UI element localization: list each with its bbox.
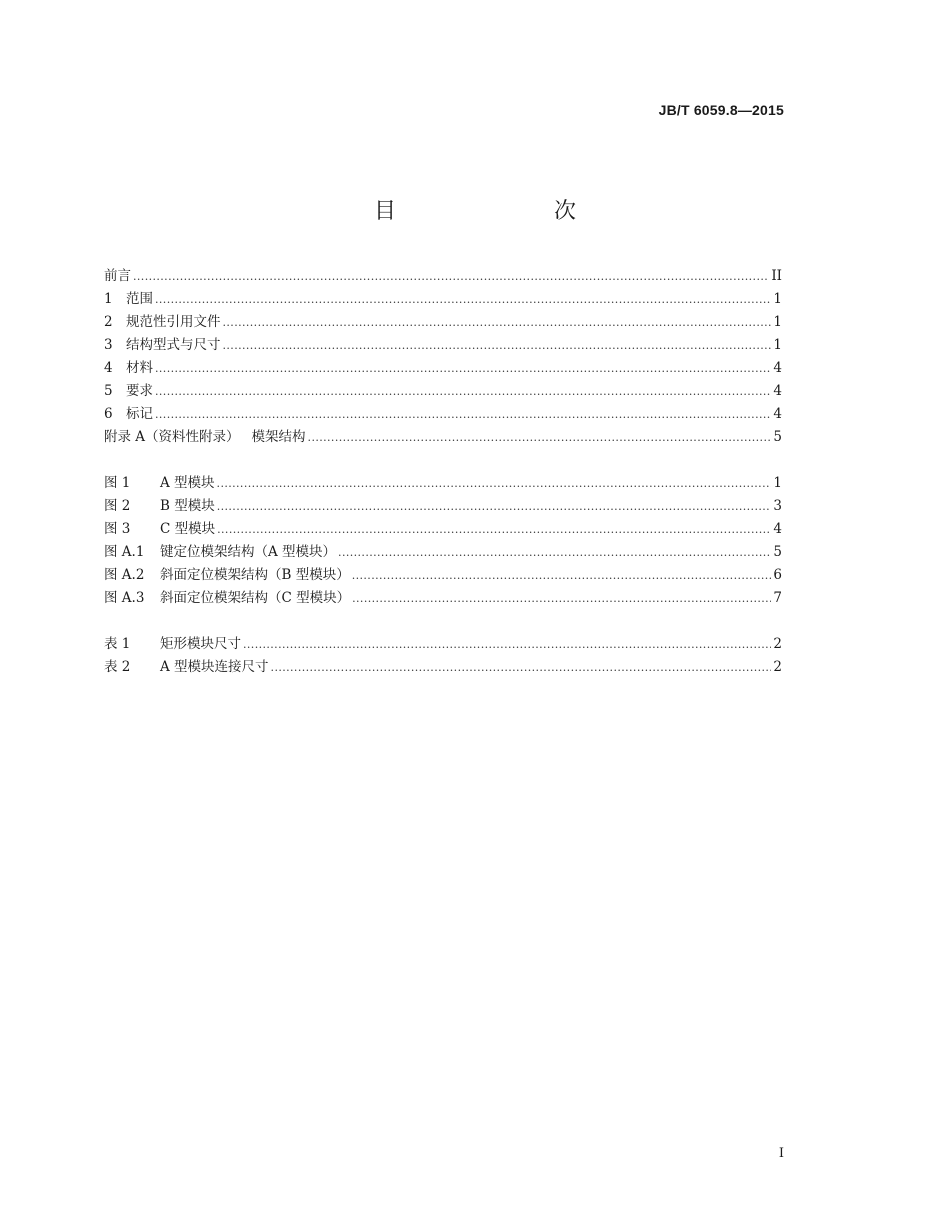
toc-entry-page: 3 — [773, 498, 782, 514]
toc-entry-figure[interactable] — [104, 564, 782, 587]
toc-entry-title: 材料 — [126, 360, 153, 376]
toc-entry-number: 图 1 — [104, 475, 131, 491]
table-of-contents — [104, 265, 782, 679]
toc-entry-page: 2 — [773, 659, 782, 675]
toc-leader-dots — [217, 472, 772, 495]
toc-entry-label — [104, 633, 241, 656]
toc-entry-page: 5 — [773, 429, 782, 445]
toc-entry-materials[interactable] — [104, 357, 782, 380]
toc-entry-structure[interactable] — [104, 334, 782, 357]
toc-entry-number: 5 — [104, 383, 113, 399]
toc-entry-number: 3 — [104, 337, 113, 353]
toc-leader-dots — [271, 656, 772, 679]
toc-entry-page: II — [771, 268, 782, 284]
page-title: 目 次 — [373, 199, 614, 224]
toc-entry-number: 6 — [104, 406, 113, 422]
toc-leader-dots — [155, 357, 771, 380]
toc-leader-dots — [308, 426, 772, 449]
toc-entry-page: 4 — [773, 406, 782, 422]
toc-entry-title: B 型模块 — [160, 498, 215, 514]
toc-sections — [104, 265, 782, 449]
toc-entry-label — [104, 541, 336, 564]
toc-entry-title: 标记 — [126, 406, 153, 422]
toc-entry-requirements[interactable] — [104, 380, 782, 403]
toc-entry-title: A 型模块连接尺寸 — [160, 659, 269, 675]
toc-entry-figure[interactable] — [104, 472, 782, 495]
toc-leader-dots — [223, 334, 772, 357]
toc-entry-label — [104, 426, 306, 449]
toc-entry-label — [104, 564, 350, 587]
toc-entry-number: 表 2 — [104, 659, 131, 675]
toc-entry-title: C 型模块 — [160, 521, 216, 537]
toc-entry-label — [104, 288, 153, 311]
toc-leader-dots — [338, 541, 771, 564]
toc-entry-label — [104, 311, 221, 334]
toc-entry-number: 4 — [104, 360, 113, 376]
toc-entry-title: 矩形模块尺寸 — [160, 636, 241, 652]
document-code: JB/T 6059.8—2015 — [658, 102, 784, 118]
toc-entry-normative-references[interactable] — [104, 311, 782, 334]
toc-entry-number: 1 — [104, 291, 113, 307]
toc-entry-figure[interactable] — [104, 495, 782, 518]
toc-entry-label — [104, 495, 215, 518]
toc-leader-dots — [155, 288, 771, 311]
toc-entry-number: 图 3 — [104, 521, 131, 537]
toc-entry-number: 图 A.3 — [104, 590, 145, 606]
toc-entry-label — [104, 357, 153, 380]
toc-entry-number: 图 A.2 — [104, 567, 145, 583]
toc-entry-page: 1 — [773, 337, 782, 353]
toc-leader-dots — [223, 311, 772, 334]
toc-entry-title: 斜面定位模架结构（C 型模块） — [160, 590, 351, 606]
toc-leader-dots — [217, 518, 771, 541]
toc-entry-subtitle: 模架结构 — [251, 429, 306, 445]
page-number: I — [778, 1146, 784, 1161]
toc-entry-figure[interactable] — [104, 518, 782, 541]
toc-entry-annex-a[interactable] — [104, 426, 782, 449]
toc-entry-page: 6 — [773, 567, 782, 583]
toc-entry-number: 图 2 — [104, 498, 131, 514]
toc-entry-page: 1 — [773, 475, 782, 491]
toc-entry-page: 1 — [773, 314, 782, 330]
toc-entry-title: A 型模块 — [160, 475, 215, 491]
toc-leader-dots — [133, 265, 769, 288]
toc-leader-dots — [155, 403, 771, 426]
toc-entry-label — [104, 380, 153, 403]
toc-entry-table[interactable] — [104, 633, 782, 656]
toc-entry-page: 4 — [773, 360, 782, 376]
toc-entry-number: 2 — [104, 314, 113, 330]
toc-entry-marking[interactable] — [104, 403, 782, 426]
toc-leader-dots — [352, 564, 772, 587]
toc-entry-title: 要求 — [126, 383, 153, 399]
toc-leader-dots — [217, 495, 772, 518]
toc-entry-page: 2 — [773, 636, 782, 652]
toc-entry-number: 图 A.1 — [104, 544, 145, 560]
toc-entry-foreword[interactable] — [104, 265, 782, 288]
toc-leader-dots — [352, 587, 771, 610]
toc-entry-title: 规范性引用文件 — [126, 314, 221, 330]
toc-entry-title: 结构型式与尺寸 — [126, 337, 221, 353]
toc-entry-figure[interactable] — [104, 541, 782, 564]
toc-tables — [104, 633, 782, 679]
toc-entry-label — [104, 587, 350, 610]
toc-entry-page: 4 — [773, 521, 782, 537]
toc-entry-title: 范围 — [126, 291, 153, 307]
toc-entry-page: 5 — [773, 544, 782, 560]
toc-entry-label — [104, 334, 221, 357]
toc-entry-figure[interactable] — [104, 587, 782, 610]
toc-entry-page: 1 — [773, 291, 782, 307]
toc-entry-title: 斜面定位模架结构（B 型模块） — [160, 567, 350, 583]
toc-entry-label — [104, 472, 215, 495]
toc-entry-number: 表 1 — [104, 636, 131, 652]
toc-entry-title: 附录 A（资料性附录） — [104, 429, 240, 445]
toc-entry-label — [104, 518, 215, 541]
toc-entry-scope[interactable] — [104, 288, 782, 311]
toc-entry-title: 键定位模架结构（A 型模块） — [160, 544, 337, 560]
toc-entry-label: 前言 — [104, 268, 131, 284]
toc-entry-table[interactable] — [104, 656, 782, 679]
toc-entry-label — [104, 403, 153, 426]
toc-leader-dots — [155, 380, 771, 403]
toc-leader-dots — [243, 633, 771, 656]
toc-figures — [104, 472, 782, 610]
toc-entry-label — [104, 656, 269, 679]
toc-entry-page: 7 — [773, 590, 782, 606]
toc-entry-page: 4 — [773, 383, 782, 399]
